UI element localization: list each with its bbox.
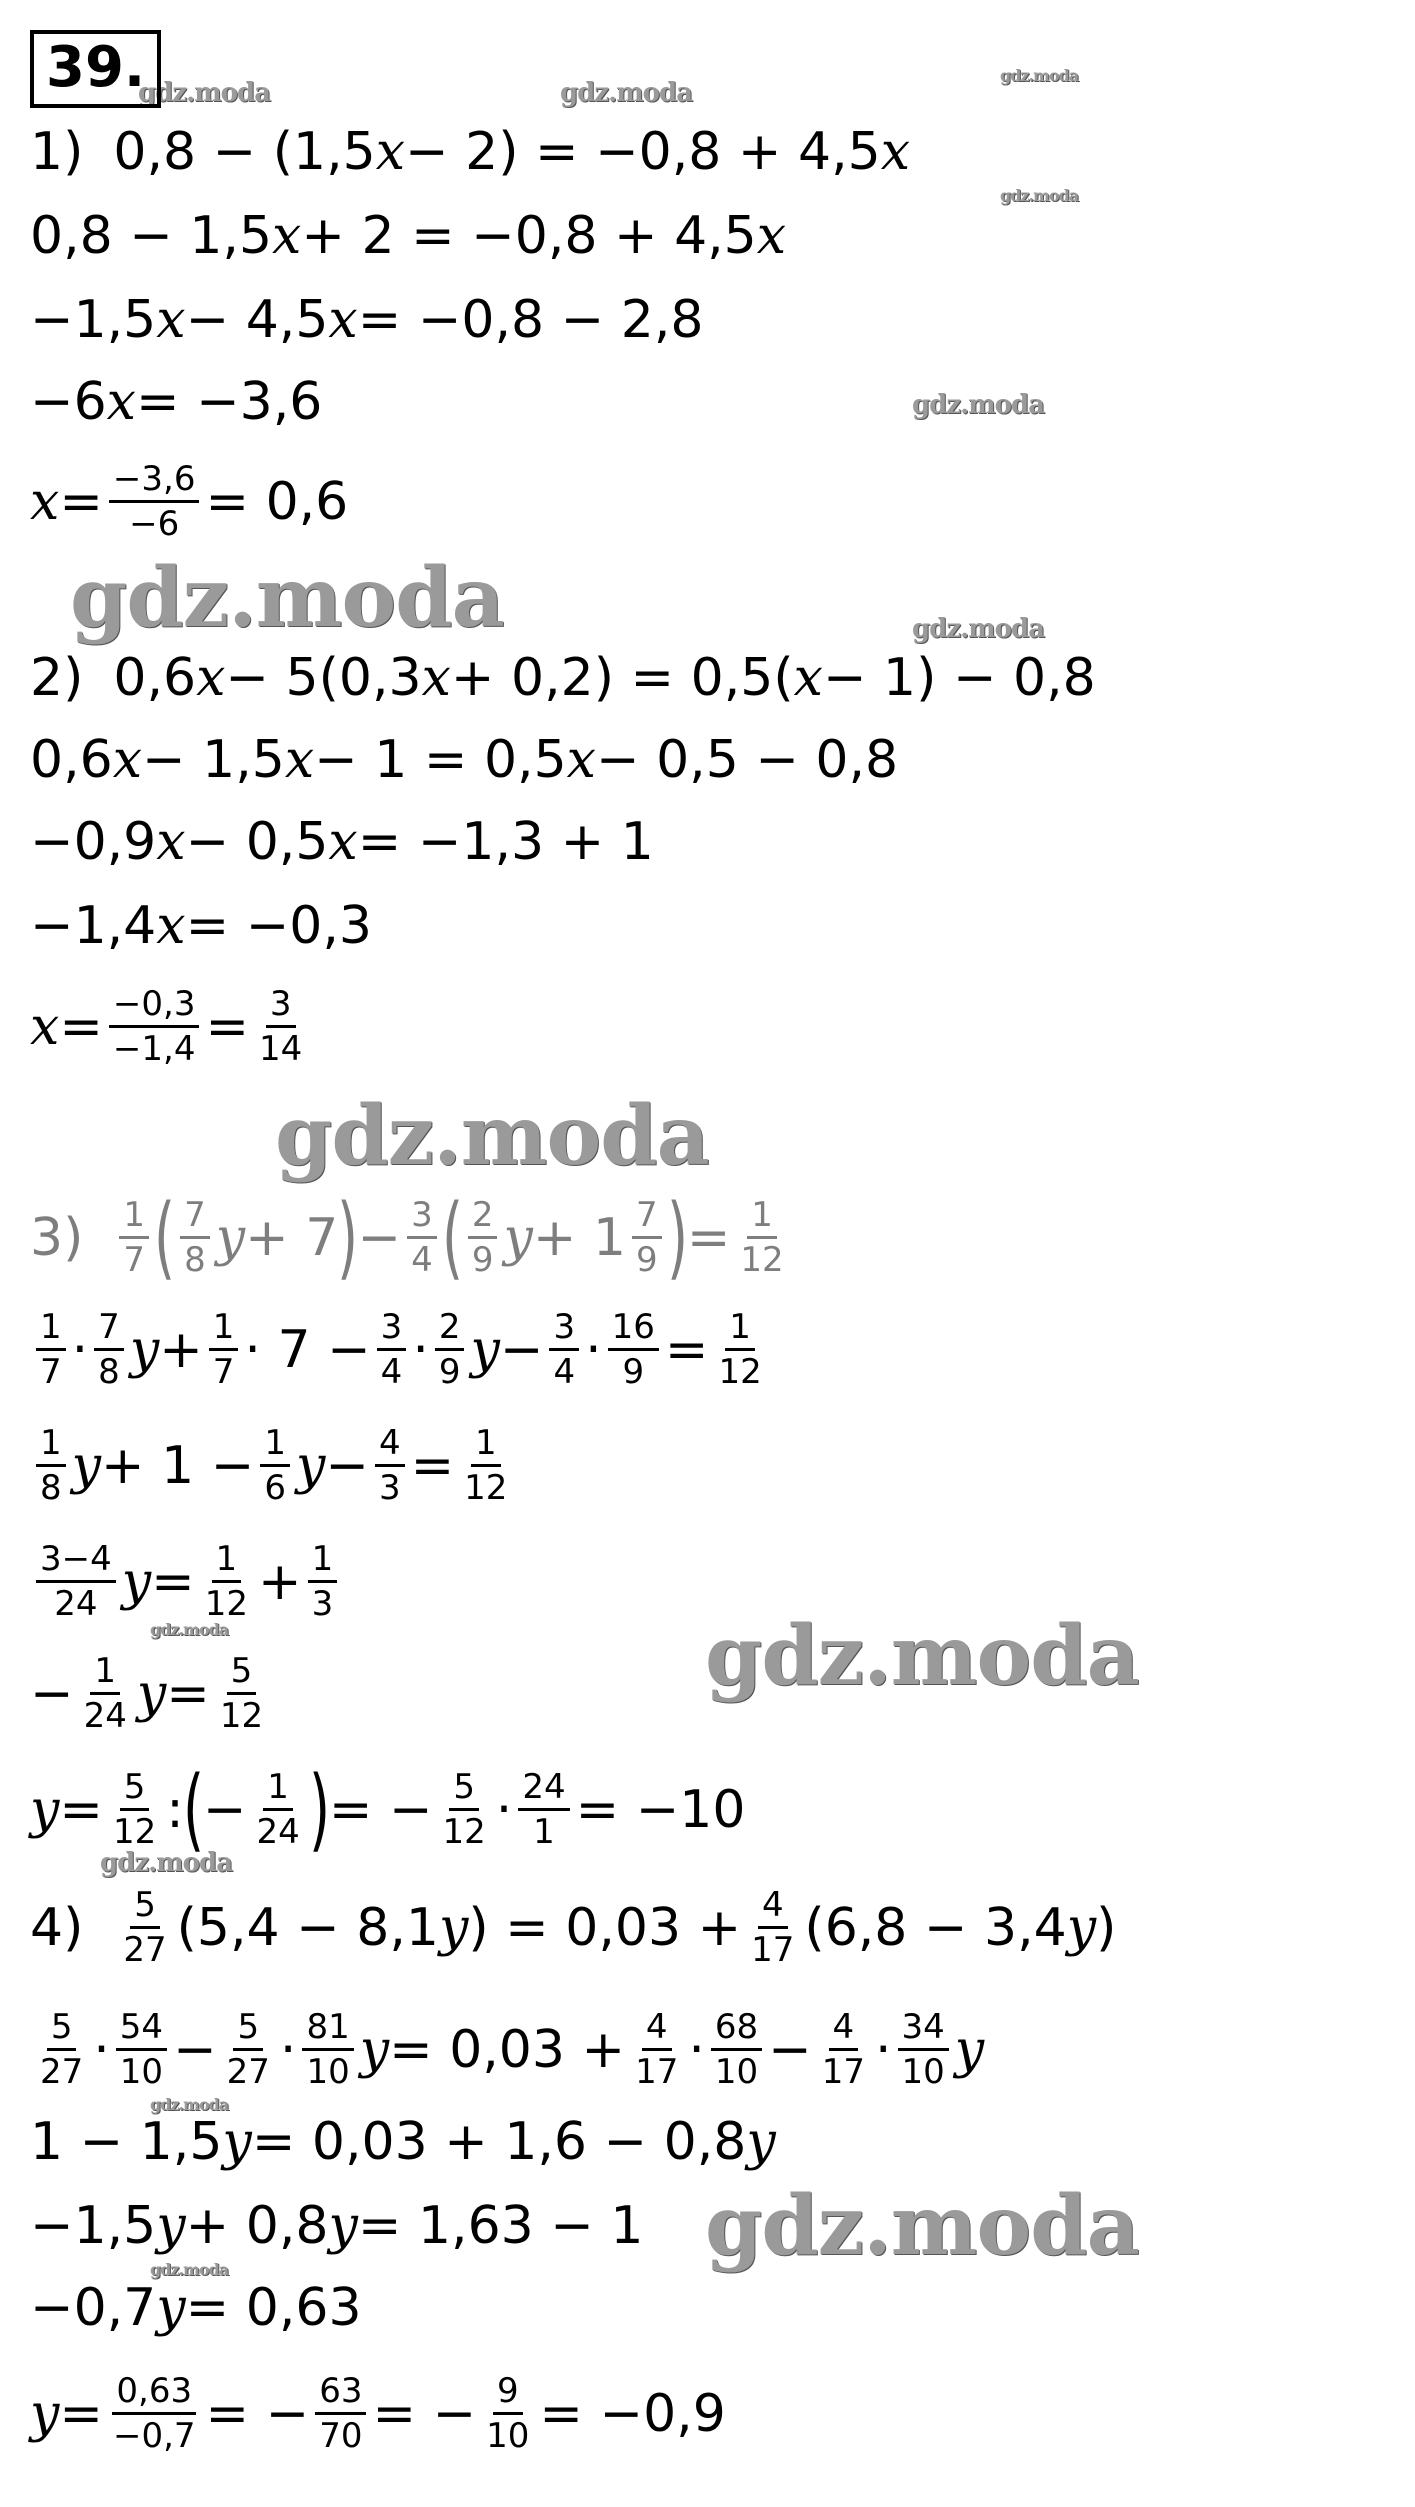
fraction [439,1768,490,1851]
fraction [180,1196,210,1279]
text: −6 [30,372,107,432]
text: 0,6 [30,730,113,790]
fraction [201,1540,252,1623]
numerator: 3−4 [36,1540,116,1583]
numerator: 1 [209,1308,239,1351]
problem-number: 2) [30,648,84,708]
text: − [202,1779,247,1840]
fraction [36,1540,116,1623]
watermark: gdz.moda [100,1848,233,1878]
p4-line-3 [30,2112,776,2172]
p1-line-1 [30,122,910,182]
fraction [260,1424,290,1507]
denominator: 12 [718,1352,762,1392]
text: −1,4 [30,896,157,956]
fraction [736,1196,787,1279]
p4-line-1 [30,1886,1116,1969]
p4-line-5 [30,2278,362,2338]
text: · [495,1779,513,1840]
variable: y [328,2196,358,2256]
text: −0,9 [30,812,157,872]
watermark: gdz.moda [1000,66,1079,85]
fraction [315,2372,366,2455]
fraction [711,2008,762,2091]
text: · [71,1319,89,1380]
text: : [166,1779,184,1840]
text: = −1,3 + 1 [357,812,654,872]
text: − [173,2019,217,2080]
text: − 0,5 [185,812,329,872]
numerator: 2 [468,1196,498,1239]
denominator: 8 [184,1240,206,1280]
text: = 0,03 + 1,6 − 0,8 [251,2112,747,2172]
denominator: 10 [306,2052,350,2092]
fraction [36,1424,66,1507]
variable: y [156,2196,186,2256]
fraction [308,1540,338,1623]
variable: x [375,122,406,182]
numerator: 7 [94,1308,124,1351]
text: = [166,1663,210,1724]
text: − [30,1663,74,1724]
p3-line-2 [30,1308,772,1391]
p2-line-3 [30,812,654,872]
text: = −0,9 [539,2383,726,2444]
numerator: 2 [435,1308,465,1351]
denominator: 7 [123,1240,146,1280]
fraction [109,1768,160,1851]
p2-line-1 [30,648,1096,708]
fraction [549,1308,579,1391]
variable: y [1066,1897,1097,1958]
fraction [252,1768,303,1851]
fraction [377,1308,407,1391]
text: = − [372,2383,477,2444]
denominator: 24 [256,1812,300,1852]
denominator: 3 [378,1468,401,1508]
fraction [209,1308,239,1391]
numerator: 3 [549,1308,579,1351]
text: −1,5 [30,290,157,350]
variable: x [106,372,136,432]
text: = [59,996,103,1057]
denominator: 24 [83,1696,127,1736]
open-paren: ( [441,1184,463,1290]
numerator: 1 [36,1308,66,1351]
text: = [410,1435,455,1496]
text: · [688,2019,705,2080]
p1-line-2 [30,206,786,266]
denominator: −0,7 [112,2416,196,2456]
text: 0,6 [113,648,197,708]
text: = 0,63 [185,2278,362,2338]
numerator: 5 [227,1652,257,1695]
variable: y [222,2112,252,2172]
denominator: 17 [635,2052,679,2092]
text: = − [205,2383,310,2444]
p2-line-4 [30,896,372,956]
denominator: 17 [821,2052,865,2092]
denominator: 10 [119,2052,164,2092]
p1-line-5 [30,460,348,543]
watermark: gdz.moda [70,550,504,646]
text: · [874,2019,892,2080]
text: ) = 0,03 + [468,1897,742,1958]
text: · [585,1319,602,1380]
variable: y [470,1319,500,1380]
denominator: 7 [212,1352,235,1392]
fraction [435,1308,465,1391]
problem-number: 1) [30,122,84,182]
numerator: 1 [263,1768,293,1811]
p3-line-1 [30,1184,794,1290]
numerator: 5 [233,2008,263,2051]
task-number: 39. [30,30,161,108]
denominator: 12 [464,1468,508,1508]
text: = 0,03 + [389,2019,626,2080]
denominator: 17 [751,1930,795,1970]
p1-line-3 [30,290,703,350]
text: · [93,2019,110,2080]
variable: x [566,730,596,790]
numerator: 68 [711,2008,762,2051]
fraction [36,1308,66,1391]
variable: y [746,2112,776,2172]
text: = − [328,1779,433,1840]
variable: x [284,730,315,790]
variable: y [121,1551,152,1612]
denominator: 12 [219,1696,264,1736]
p3-line-4 [30,1540,343,1623]
text: = [151,1551,195,1612]
text: − 5(0,3 [225,648,422,708]
fraction [109,985,200,1068]
variable: x [196,648,226,708]
variable: y [954,2019,985,2080]
variable: y [438,1897,469,1958]
fraction [80,1652,131,1735]
watermark: gdz.moda [138,78,271,108]
numerator: 1 [90,1652,120,1695]
text: −1,5 [30,2196,157,2256]
fraction [714,1308,765,1391]
numerator: 16 [608,1308,659,1351]
denominator: 9 [438,1352,461,1392]
variable: x [880,122,911,182]
watermark: gdz.moda [912,390,1045,420]
p4-line-6 [30,2372,726,2455]
open-paren: ( [154,1184,176,1290]
fraction [747,1886,798,1969]
numerator: 5 [130,1886,160,1929]
problem-number: 4) [30,1897,84,1958]
watermark: gdz.moda [560,78,693,108]
denominator: 27 [226,2052,270,2092]
watermark: gdz.moda [150,1620,229,1639]
denominator: 7 [40,1352,62,1392]
text: = −10 [575,1779,746,1840]
watermark: gdz.moda [912,614,1045,644]
p2-line-2 [30,730,898,790]
text: (5,4 − 8,1 [176,1897,439,1958]
numerator: 4 [758,1886,788,1929]
numerator: 0,63 [112,2372,196,2415]
text: − 1) − 0,8 [822,648,1096,708]
text: − [499,1319,544,1380]
p2-line-5 [30,985,312,1068]
numerator: 3 [266,985,296,1028]
denominator: 8 [40,1468,62,1508]
watermark: gdz.moda [275,1088,709,1184]
text: = −3,6 [135,372,323,432]
close-paren: ) [337,1184,359,1290]
variable: y [215,1207,246,1268]
variable: x [272,206,302,266]
variable: y [503,1207,533,1268]
denominator: 3 [311,1584,334,1624]
fraction [36,2008,87,2091]
variable: x [156,812,186,872]
p3-line-6 [30,1756,746,1862]
denominator: 10 [901,2052,945,2092]
denominator: 4 [553,1352,576,1392]
variable: y [129,1319,160,1380]
text: + 1 [532,1207,627,1268]
denominator: 4 [380,1352,403,1392]
fraction [632,1196,662,1279]
text: = [664,1319,709,1380]
text: = 0,6 [205,471,349,532]
text: − [325,1435,369,1496]
p3-line-3 [30,1424,517,1507]
fraction [302,2008,353,2091]
text: + [159,1319,203,1380]
numerator: 5 [120,1768,150,1811]
denominator: 10 [486,2416,530,2456]
numerator: 4 [642,2008,672,2051]
text: · [412,1319,429,1380]
numerator: 3 [407,1196,437,1239]
watermark: gdz.moda [705,2178,1139,2274]
denominator: 70 [319,2416,363,2456]
watermark: gdz.moda [705,1608,1139,1704]
denominator: 4 [411,1240,433,1280]
text: = 1,63 − 1 [357,2196,644,2256]
text: = [59,471,103,532]
numerator: 1 [260,1424,290,1467]
denominator: 12 [442,1812,486,1852]
variable: y [71,1435,102,1496]
fraction [608,1308,659,1391]
variable: y [359,2019,390,2080]
text: − [768,2019,812,2080]
variable: x [156,290,186,350]
text: − 1 = 0,5 [314,730,567,790]
variable: x [328,812,358,872]
numerator: 54 [116,2008,167,2051]
denominator: 27 [40,2052,84,2092]
fraction [109,460,200,543]
denominator: 6 [264,1468,286,1508]
numerator: 5 [47,2008,77,2051]
problem-number: 3) [30,1207,84,1268]
text: 1 − 1,5 [30,2112,223,2172]
variable: x [156,896,186,956]
close-paren: ) [308,1756,330,1862]
text: − 1,5 [142,730,285,790]
numerator: 7 [632,1196,662,1239]
numerator: 4 [829,2008,859,2051]
p4-line-4 [30,2196,643,2256]
fraction [116,2008,167,2091]
watermark: gdz.moda [150,2095,229,2114]
text: = [59,2383,103,2444]
fraction [407,1196,437,1279]
variable: x [793,648,823,708]
text: = [686,1207,731,1268]
fraction [631,2008,682,2091]
numerator: 81 [302,2008,353,2051]
text: + 0,8 [185,2196,329,2256]
numerator: 5 [449,1768,479,1811]
denominator: 24 [54,1584,98,1624]
numerator: 1 [119,1196,149,1239]
fraction [119,1886,170,1969]
fraction [109,2372,200,2455]
numerator: 4 [375,1424,405,1467]
numerator: 1 [747,1196,777,1239]
text: − 4,5 [185,290,329,350]
denominator: 12 [112,1812,157,1852]
variable: y [30,2383,60,2444]
variable: y [30,1779,60,1840]
p3-line-5 [30,1652,273,1735]
numerator: 1 [308,1540,338,1583]
numerator: −0,3 [109,985,200,1028]
text: + [258,1551,302,1612]
denominator: 8 [98,1352,120,1392]
variable: x [30,471,60,532]
fraction [898,2008,949,2091]
numerator: 1 [471,1424,501,1467]
variable: y [156,2278,186,2338]
numerator: 9 [493,2372,523,2415]
numerator: 63 [315,2372,366,2415]
text: = [59,1779,103,1840]
denominator: 12 [740,1240,784,1280]
fraction [223,2008,274,2091]
text: + 7 [245,1207,339,1268]
denominator: 9 [636,1240,658,1280]
denominator: 9 [471,1240,494,1280]
denominator: 10 [714,2052,759,2092]
numerator: 24 [518,1768,569,1811]
text: · [279,2019,297,2080]
denominator: −6 [129,504,180,544]
close-paren: ) [666,1184,688,1290]
numerator: 7 [180,1196,210,1239]
watermark: gdz.moda [1000,186,1079,205]
denominator: 14 [259,1029,303,1069]
variable: y [136,1663,167,1724]
denominator: 12 [204,1584,248,1624]
text: 0,8 − 1,5 [30,206,273,266]
p4-line-2 [30,2008,984,2091]
text: + 2 = −0,8 + 4,5 [301,206,757,266]
text: − [357,1207,402,1268]
variable: y [295,1435,326,1496]
text: · 7 − [244,1319,371,1380]
fraction [818,2008,869,2091]
variable: x [328,290,358,350]
variable: x [112,730,143,790]
text: + 0,2) = 0,5( [450,648,794,708]
numerator: 1 [36,1424,66,1467]
fraction [460,1424,511,1507]
numerator: 1 [212,1540,242,1583]
fraction [375,1424,405,1507]
text: − 2) = −0,8 + 4,5 [405,122,881,182]
fraction [94,1308,124,1391]
text: = −0,8 − 2,8 [357,290,704,350]
denominator: −1,4 [112,1029,196,1069]
numerator: 1 [725,1308,755,1351]
text: − 0,5 − 0,8 [596,730,899,790]
fraction [482,2372,533,2455]
watermark: gdz.moda [150,2260,229,2279]
numerator: 34 [898,2008,949,2051]
text: −0,7 [30,2278,157,2338]
numerator: 3 [377,1308,407,1351]
denominator: 1 [533,1812,555,1852]
numerator: −3,6 [109,460,200,503]
fraction [255,985,306,1068]
variable: x [421,648,451,708]
text: 0,8 − (1,5 [113,122,376,182]
open-paren: ( [182,1756,204,1862]
fraction [216,1652,267,1735]
fraction [468,1196,498,1279]
text: + 1 − [101,1435,255,1496]
variable: x [756,206,787,266]
denominator: 9 [622,1352,645,1392]
p1-line-4 [30,372,322,432]
fraction [518,1768,569,1851]
variable: x [30,996,60,1057]
denominator: 27 [123,1930,167,1970]
text: ) [1096,1897,1117,1958]
fraction [119,1196,149,1279]
text: = [205,996,250,1057]
text: (6,8 − 3,4 [804,1897,1067,1958]
text: = −0,3 [185,896,372,956]
